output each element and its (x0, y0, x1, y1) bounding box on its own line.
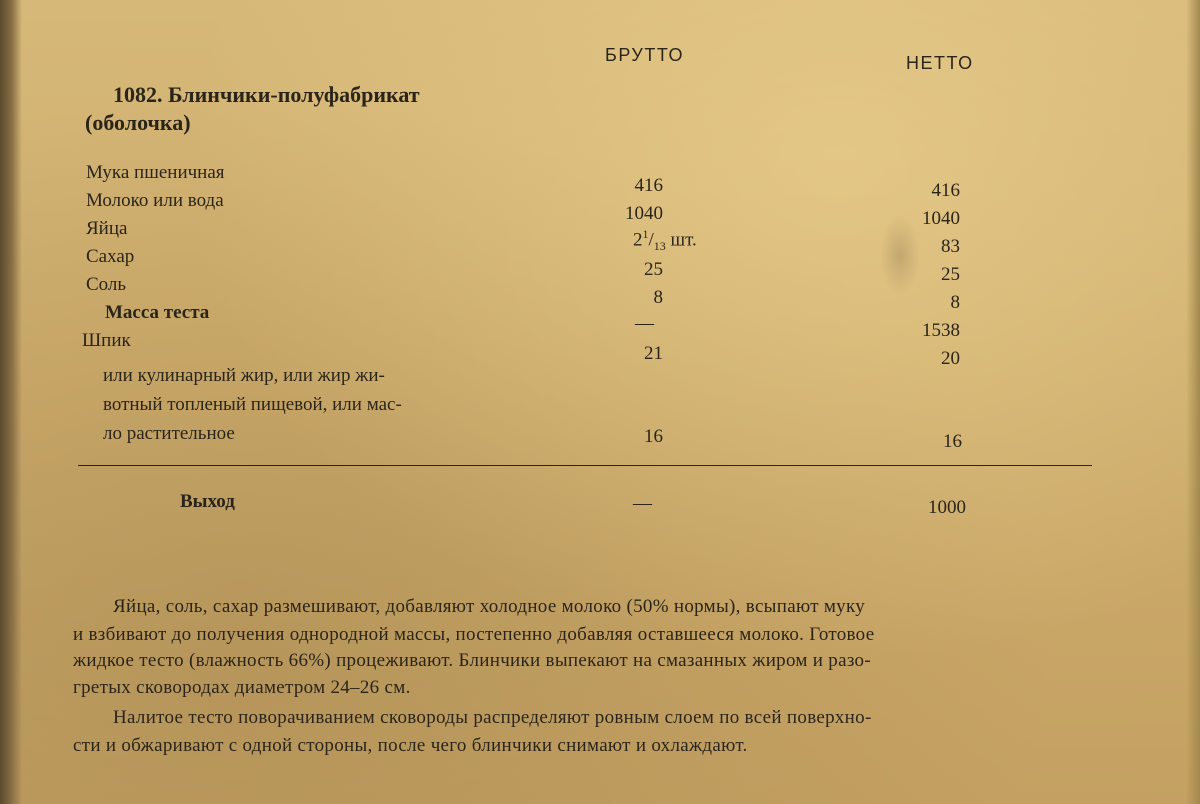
ingredient-name: Мука пшеничная (86, 162, 225, 183)
column-header-net: НЕТТО (906, 53, 974, 73)
instruction-line: и взбивают до получения однородной массы, постепенно добавляя оставшееся молоко. Готовое (73, 624, 875, 645)
instruction-line: гретых сковородах диаметром 24–26 см. (73, 677, 411, 698)
gross-value: 8 (653, 287, 663, 308)
recipe-title: 1082. Блинчики-полуфабрикат (113, 82, 420, 107)
output-label: Выход (180, 491, 235, 512)
gross-value: 21 (644, 343, 663, 364)
output-gross: — (633, 493, 652, 514)
ingredient-name: Шпик (82, 330, 131, 351)
instruction-line: Налитое тесто поворачиванием сковороды распределяют ровным слоем по всей поверхно- (113, 707, 872, 728)
recipe-subtitle: (оболочка) (85, 110, 191, 135)
output-net: 1000 (928, 497, 966, 518)
gross-value: 1040 (625, 203, 663, 224)
fat-alternative-line: ло растительное (103, 423, 235, 444)
gross-value: 25 (644, 259, 663, 280)
net-value: 83 (941, 236, 960, 257)
instruction-line: Яйца, соль, сахар размешивают, добавляют холодное молоко (50% нормы), всыпают муку (113, 596, 866, 617)
ingredient-name: Сахар (86, 246, 135, 267)
gross-value-eggs: $2^1/_{13}$ шт. (633, 227, 697, 254)
ingredient-name-dough-mass: Масса теста (105, 302, 210, 323)
fat-alternative-line: или кулинарный жир, или жир жи- (103, 365, 385, 386)
ingredient-name: Соль (86, 274, 127, 295)
net-value: 416 (931, 180, 960, 201)
page-edge (1186, 0, 1200, 804)
net-value: 1538 (922, 320, 960, 341)
net-value: 8 (950, 292, 960, 313)
gross-value: 16 (644, 426, 663, 447)
page-gutter-shadow (0, 0, 22, 804)
instruction-line: сти и обжаривают с одной стороны, после чего блинчики снимают и охлаждают. (73, 735, 748, 756)
ingredient-name: Молоко или вода (86, 190, 224, 211)
column-header-gross: БРУТТО (605, 45, 685, 65)
net-value: 1040 (922, 208, 960, 229)
instruction-line: жидкое тесто (влажность 66%) процеживают. Блинчики выпекают на смазанных жиром и разо- (73, 650, 871, 671)
gross-value: — (635, 313, 654, 334)
net-value: 16 (943, 431, 962, 452)
fat-alternative-line: вотный топленый пищевой, или мас- (103, 394, 402, 415)
table-divider (78, 465, 1092, 466)
ingredient-name: Яйца (86, 218, 128, 239)
net-value: 25 (941, 264, 960, 285)
gross-value: 416 (634, 175, 663, 196)
net-value: 20 (941, 348, 960, 369)
